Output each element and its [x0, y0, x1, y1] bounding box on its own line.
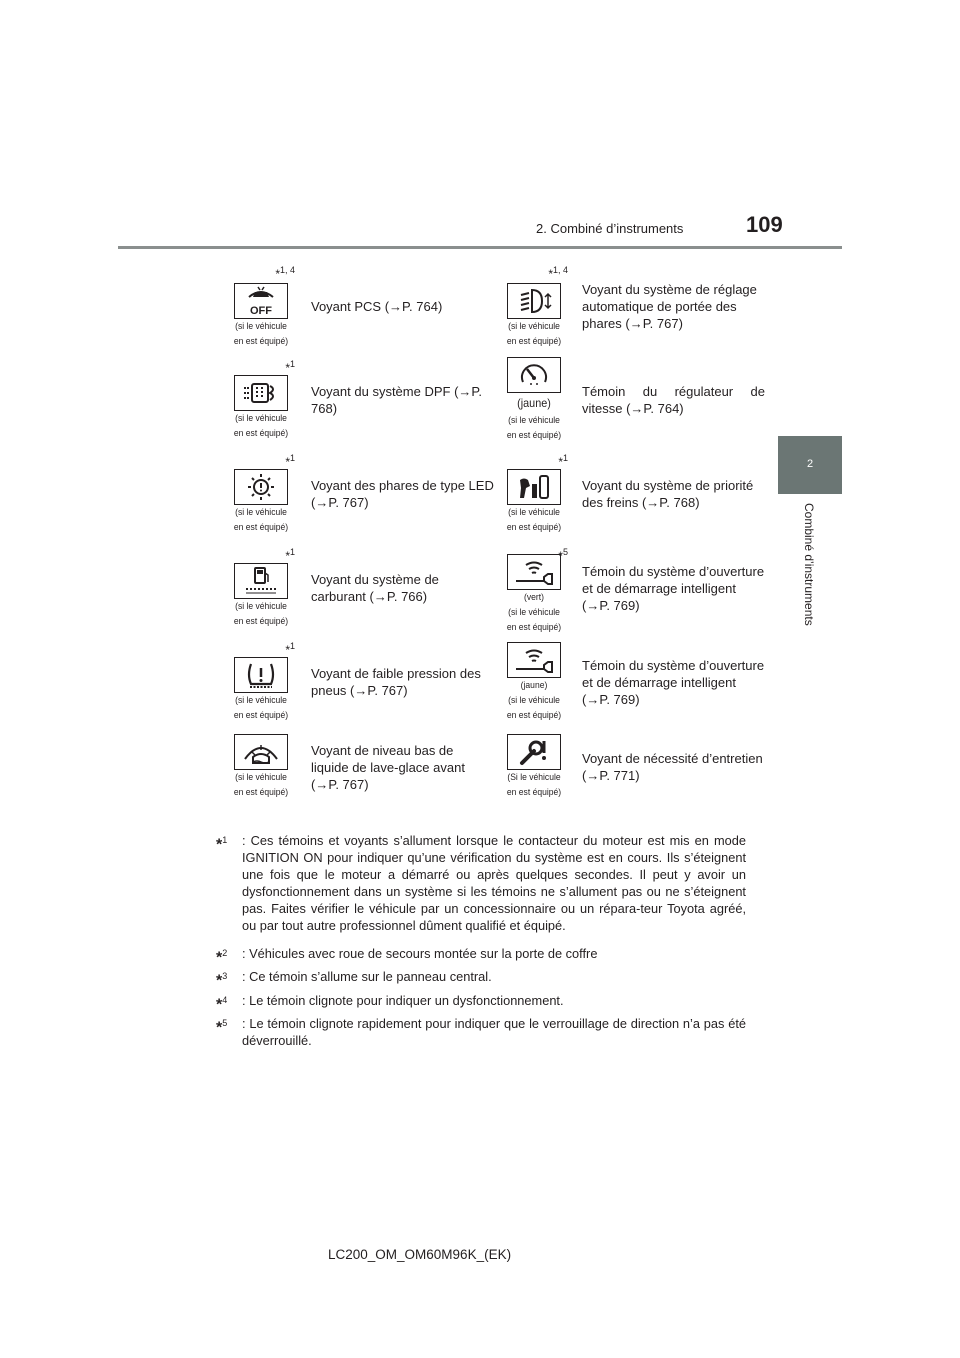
footnote: *$^5$ : Le témoin clignote rapidement pour indiquer que le verrouillage de direction n’a pas été déverrouillé.	[216, 1016, 746, 1048]
icon-cell	[221, 353, 301, 447]
footnote-text: : Le témoin clignote pour indiquer un dysfonctionnement.	[242, 993, 564, 1008]
led-headlight-icon	[234, 469, 288, 505]
icon-cell	[221, 541, 301, 635]
footnote-ref: *$^1$	[285, 641, 295, 657]
table-row	[221, 353, 765, 447]
footnote: *$^4$ : Le témoin clignote pour indiquer un dysfonctionnement.	[216, 992, 746, 1009]
availability-note: (si le véhicule	[235, 695, 287, 706]
footnote-text: : Ce témoin s’allume sur le panneau central.	[242, 969, 492, 984]
indicator-description: Témoin du système d’ouverture et de démarrage intelligent (→P. 769)	[582, 657, 765, 707]
indicator-description: Voyant PCS (→P. 764)	[311, 298, 443, 314]
availability-note: (si le véhicule	[508, 507, 560, 518]
indicator-description: Voyant du système de réglage automatique de portée des phares (→P. 767)	[582, 281, 757, 331]
availability-note: en est équipé)	[233, 616, 289, 627]
chapter-side-title: Combiné d’instruments	[802, 503, 816, 626]
indicator-description: Témoin du système d’ouverture et de démarrage intelligent (→P. 769)	[582, 563, 765, 613]
indicator-description: Voyant des phares de type LED (→P. 767)	[311, 478, 494, 510]
table-row	[221, 635, 765, 729]
availability-note: (si le véhicule	[508, 694, 560, 706]
availability-note: (Si le véhicule	[507, 772, 561, 783]
icon-cell	[221, 729, 301, 805]
indicator-description: Voyant de niveau bas de liquide de lave-glace avant (→P. 767)	[311, 742, 465, 792]
footnote: *$^2$ : Véhicules avec roue de secours montée sur la porte de coffre	[216, 945, 746, 962]
footnote-ref: *$^5$	[558, 547, 568, 563]
tire-pressure-icon	[234, 657, 288, 693]
footnote-ref: *$^1$	[558, 453, 568, 469]
fuel-system-icon	[234, 563, 288, 599]
table-row	[221, 729, 765, 805]
footnote: *$^3$ : Ce témoin s’allume sur le panneau central.	[216, 968, 746, 985]
footnote: *$^1$ : Ces témoins et voyants s’allument lorsque le contacteur du moteur est mis en mode IGNITION ON pour indiquer qu’une vérification du système est en cours. Ils s’éteignent une fois que le moteur a démarré ou après quelques secondes. Il peut y avoir un dysfonctionnement dans un système si les témoins ne s’allument pas ou ne s’éteignent pas. Faites vérifier le véhicule par un concessionnaire ou un répara-teur Toyota agréé, ou par tout autre professionnel dûment qualifié et équipé.	[216, 833, 746, 933]
page-number: 109	[746, 212, 783, 237]
icon-cell	[221, 447, 301, 541]
indicator-description: Voyant de faible pression des pneus (→P. 767)	[311, 666, 481, 698]
availability-note: en est équipé)	[506, 336, 562, 347]
availability-note: (si le véhicule	[508, 321, 560, 332]
icon-cell	[494, 635, 574, 729]
document-code: LC200_OM_OM60M96K_(EK)	[328, 1247, 512, 1262]
icon-cell	[494, 447, 574, 541]
svg-text:OFF: OFF	[250, 305, 272, 317]
footnote-ref: *$^1$	[285, 547, 295, 563]
availability-note: en est équipé)	[506, 430, 562, 441]
color-note: (jaune)	[520, 679, 548, 691]
table-row	[221, 259, 765, 353]
availability-note: en est équipé)	[506, 709, 562, 721]
availability-note: en est équipé)	[233, 428, 289, 439]
availability-note: en est équipé)	[233, 710, 289, 721]
smart-key-icon	[507, 554, 561, 590]
footnote-text: : Ces témoins et voyants s’allument lorsque le contacteur du moteur est mis en mode IGNITION ON pour indiquer qu’une vérification du système est en cours. Ils s’éteignent une fois que le moteur a démarré ou après quelques secondes. Il peut y avoir un dysfonctionnement dans un système si les témoins ne s’allument pas ou ne s’éteignent pas. Faites vérifier le véhicule par un concessionnaire ou un répara-teur Toyota agréé, ou par tout autre professionnel dûment qualifié et équipé.	[242, 833, 746, 933]
indicator-table	[221, 259, 765, 805]
icon-cell	[494, 353, 574, 447]
icon-cell	[494, 541, 574, 635]
indicator-description: Témoin du régulateur de vitesse (→P. 764)	[582, 384, 765, 416]
washer-fluid-icon	[234, 734, 288, 770]
maintenance-icon	[507, 734, 561, 770]
footnote-ref: *$^{1, 4}$	[275, 265, 295, 281]
availability-note: (si le véhicule	[235, 413, 287, 424]
availability-note: en est équipé)	[506, 522, 562, 533]
table-row	[221, 447, 765, 541]
header-rule	[118, 246, 842, 249]
indicator-description: Voyant du système de carburant (→P. 766)	[311, 572, 439, 604]
availability-note: en est équipé)	[233, 336, 289, 347]
footnote-text: : Le témoin clignote rapidement pour indiquer que le verrouillage de direction n’a pas été déverrouillé.	[242, 1016, 746, 1048]
footnote-ref: *$^{1, 4}$	[548, 265, 568, 281]
brake-override-icon	[507, 469, 561, 505]
availability-note: (si le véhicule	[508, 606, 560, 618]
availability-note: en est équipé)	[506, 621, 562, 633]
availability-note: en est équipé)	[233, 787, 289, 798]
color-note: (vert)	[524, 591, 544, 603]
headlight-leveling-icon	[507, 283, 561, 319]
icon-cell	[221, 259, 301, 353]
smart-key-icon	[507, 642, 561, 678]
availability-note: en est équipé)	[506, 787, 562, 798]
availability-note: (si le véhicule	[235, 601, 287, 612]
availability-note: (si le véhicule	[508, 415, 560, 426]
color-note: (jaune)	[517, 396, 551, 410]
chapter-tab	[778, 436, 842, 494]
cruise-control-icon	[507, 357, 561, 393]
availability-note: (si le véhicule	[235, 321, 287, 332]
footnote-ref: *$^1$	[285, 453, 295, 469]
availability-note: (si le véhicule	[235, 772, 287, 783]
chapter-number: 2	[806, 458, 814, 470]
indicator-description: Voyant de nécessité d’entretien (→P. 771)	[582, 751, 763, 783]
indicator-description: Voyant du système de priorité des freins (→P. 768)	[582, 478, 754, 510]
table-row	[221, 541, 765, 635]
indicator-description: Voyant du système DPF (→P. 768)	[311, 384, 482, 416]
dpf-icon	[234, 375, 288, 411]
pcs-off-icon	[234, 283, 288, 319]
availability-note: (si le véhicule	[235, 507, 287, 518]
footnote-ref: *$^1$	[285, 359, 295, 375]
icon-cell	[494, 259, 574, 353]
availability-note: en est équipé)	[233, 522, 289, 533]
footnote-text: : Véhicules avec roue de secours montée sur la porte de coffre	[242, 946, 598, 961]
icon-cell	[494, 729, 574, 805]
section-title: 2. Combiné d’instruments	[536, 221, 684, 236]
icon-cell	[221, 635, 301, 729]
